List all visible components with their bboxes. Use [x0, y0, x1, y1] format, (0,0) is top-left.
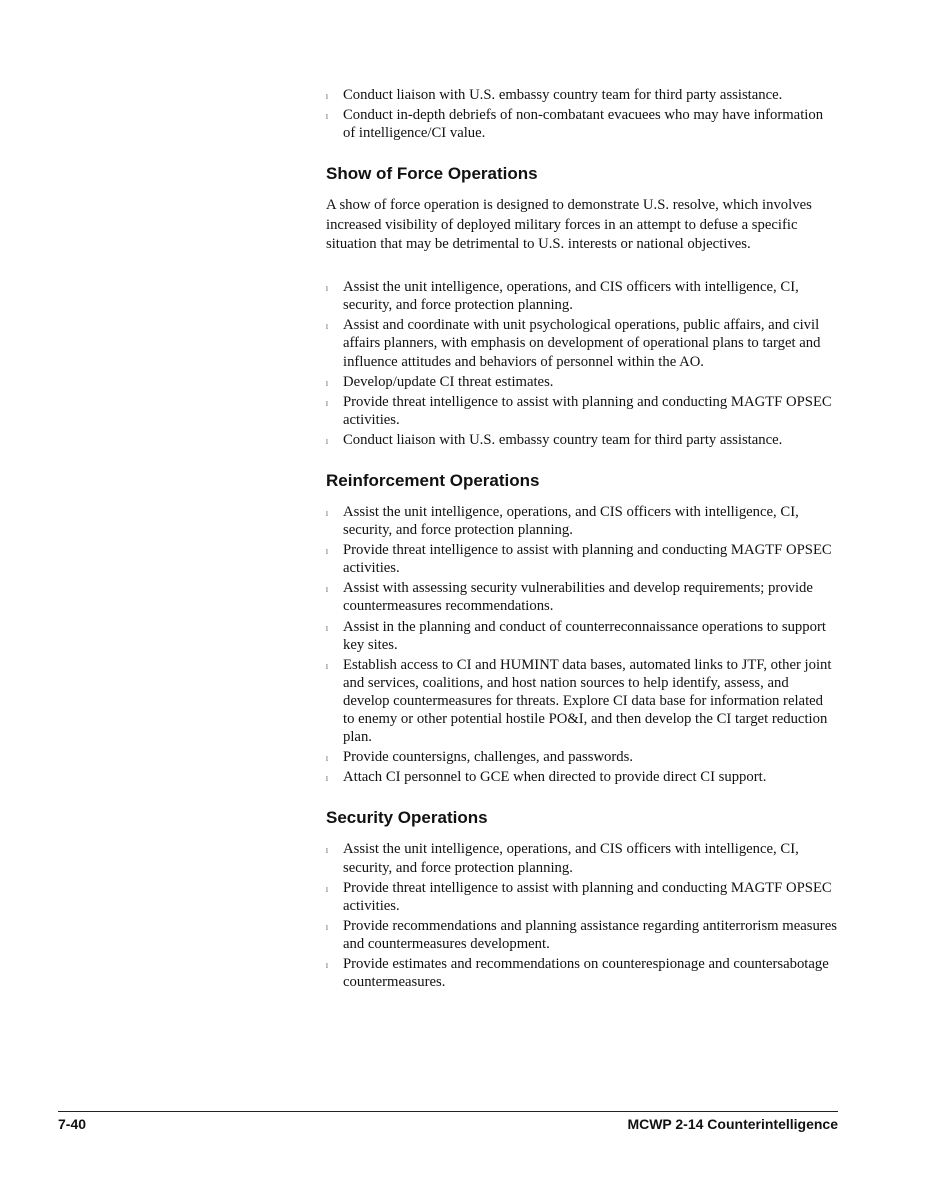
list-item-text: Conduct liaison with U.S. embassy country team for third party assistance. — [343, 431, 783, 448]
bullet-icon: l — [326, 923, 328, 932]
footer-divider — [58, 1111, 838, 1112]
list-item-text: Provide estimates and recommendations on counterespionage and countersabotage countermeasures. — [343, 955, 829, 991]
bullet-icon: l — [326, 885, 328, 894]
section-heading-security: Security Operations — [326, 808, 488, 828]
list-item — [326, 618, 838, 654]
bullet-icon: l — [326, 379, 328, 388]
list-item — [326, 955, 838, 991]
bullet-icon: l — [326, 399, 328, 408]
list-item-text: Provide recommendations and planning assistance regarding antiterrorism measures and countermeasures development. — [343, 917, 837, 952]
reinforcement-list — [326, 503, 838, 786]
list-item — [326, 316, 838, 370]
bullet-icon: l — [326, 113, 328, 122]
list-item-text: Conduct liaison with U.S. embassy country team for third party assistance. — [343, 87, 783, 103]
list-item-text: Assist the unit intelligence, operations, and CIS officers with intelligence, CI, security, and force protection planning. — [343, 841, 799, 876]
section-heading-show-of-force: Show of Force Operations — [326, 164, 538, 184]
section-heading-reinforcement: Reinforcement Operations — [326, 471, 540, 491]
list-item-text: Assist with assessing security vulnerabilities and develop requirements; provide countermeasures recommendations. — [343, 580, 813, 615]
bullet-icon: l — [326, 285, 328, 294]
list-item-text: Establish access to CI and HUMINT data bases, automated links to JTF, other joint and services, coalitions, and host nation sources to help identify, assess, and develop countermeasures for threats. Explore CI data base for information related to enemy or other potential hostile PO&I, and then develop the CI target reduction plan. — [343, 656, 832, 746]
bullet-icon: l — [326, 510, 328, 519]
list-item — [326, 373, 838, 391]
bullet-icon: l — [326, 548, 328, 557]
list-item-text: Provide threat intelligence to assist with planning and conducting MAGTF OPSEC activities. — [343, 393, 832, 428]
list-item — [326, 840, 838, 876]
bullet-icon: l — [326, 775, 328, 784]
publication-title: MCWP 2-14 Counterintelligence — [627, 1116, 838, 1132]
page-number: 7-40 — [58, 1116, 87, 1132]
list-item-text: Conduct in-depth debriefs of non-combatant evacuees who may have information of intelligence/CI value. — [343, 107, 824, 142]
bullet-icon: l — [326, 961, 328, 970]
list-item — [326, 579, 838, 615]
list-item-text: Assist the unit intelligence, operations, and CIS officers with intelligence, CI, security, and force protection planning. — [343, 504, 799, 539]
list-item-text: Provide countersigns, challenges, and passwords. — [343, 749, 634, 766]
show-of-force-list — [326, 278, 838, 449]
bullet-icon: l — [326, 437, 328, 446]
list-item — [326, 656, 838, 746]
list-item-text: Assist and coordinate with unit psychological operations, public affairs, and civil affairs planners, with emphasis on development of operational plans to target and influence attitudes and behaviors of personnel within the AO. — [343, 317, 821, 370]
list-item — [326, 917, 838, 953]
list-item — [326, 86, 838, 104]
list-item — [326, 503, 838, 539]
list-item — [326, 278, 838, 314]
list-item — [326, 431, 838, 449]
page-content — [326, 86, 838, 993]
bullet-icon: l — [326, 586, 328, 595]
bullet-icon: l — [326, 624, 328, 633]
bullet-icon: l — [326, 847, 328, 856]
list-item — [326, 768, 838, 786]
list-item-text: Attach CI personnel to GCE when directed to provide direct CI support. — [343, 769, 767, 786]
bullet-icon: l — [326, 662, 328, 671]
bullet-icon: l — [326, 93, 328, 101]
section-paragraph: A show of force operation is designed to demonstrate U.S. resolve, which involves increased visibility of deployed military forces in an attempt to defuse a specific situation that may be detrimental to U.S. interests or national objectives. — [326, 197, 812, 252]
bullet-icon: l — [326, 755, 328, 764]
list-item-text: Assist in the planning and conduct of counterreconnaissance operations to support key sites. — [343, 618, 826, 653]
list-item — [326, 106, 838, 142]
top-list — [326, 86, 838, 142]
security-list — [326, 840, 838, 991]
list-item-text: Provide threat intelligence to assist with planning and conducting MAGTF OPSEC activities. — [343, 879, 832, 914]
list-item — [326, 879, 838, 915]
list-item — [326, 541, 838, 577]
list-item — [326, 748, 838, 766]
list-item — [326, 393, 838, 429]
bullet-icon: l — [326, 323, 328, 332]
list-item-text: Provide threat intelligence to assist with planning and conducting MAGTF OPSEC activities. — [343, 542, 832, 577]
list-item-text: Assist the unit intelligence, operations, and CIS officers with intelligence, CI, security, and force protection planning. — [343, 279, 799, 314]
list-item-text: Develop/update CI threat estimates. — [343, 373, 554, 390]
